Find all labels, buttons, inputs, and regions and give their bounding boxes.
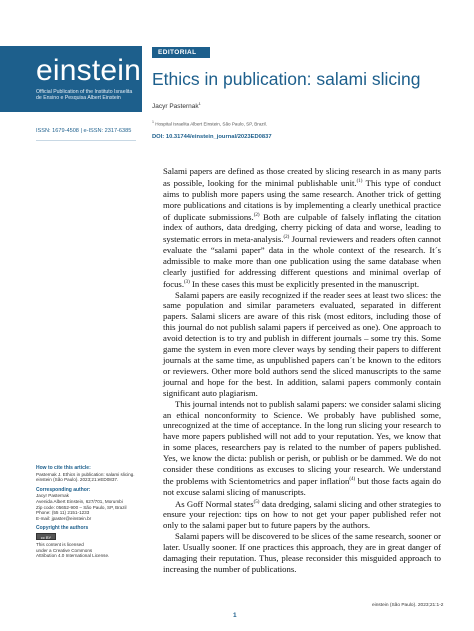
article-body [163,166,441,575]
affil-text: Hospital Israelita Albert Einstein, São Paulo, SP, Brazil. [153,121,267,127]
cite-heading: How to cite this article: [36,465,91,471]
license-line: under a Creative Commons [36,547,93,553]
corr-line: Avenida Albert Einstein, 627/701, Morumbi [36,498,123,504]
corr-line: Jacyr Pasternak [36,493,69,499]
body-paragraph [163,166,441,290]
author-affil-ref: 1 [198,101,201,106]
citation-ref[interactable]: (2) [283,235,290,241]
footer-citation: einstein (São Paulo). 2023;21:1-2 [372,603,444,608]
citation-ref[interactable]: (2) [253,212,260,218]
text-run: Journal reviewers and readers often cannot evaluate the “salami paper” data in the whole context of the research. It´s admissible to make more than one publication using the same database when clearly justified for addressing different questions and minimal overlap of focus. [163,234,441,289]
doi-link[interactable]: DOI: 10.31744/einstein_journal/2023ED0837 [152,134,272,140]
copyright-heading: Copyright the authors [36,525,89,532]
body-paragraph [163,498,441,532]
text-run: This journal intends not to publish salami papers: we consider salami slicing an ethical nonconformity to Science. We probably have published some, unrecognized at the time of acceptance. In the long run slicing your research to have more papers published will not add to your reputation. Yes, we know that in some places, researchers pay is related to the number of papers published. Yes, we know the dicta: publish or perish, or publish or be dammed. We do not consider these conditions as excuses to slicing your research. We understand the problems with Scientometrics and paper inflation [163,398,441,486]
corr-line: Zip code: 05652-900 – São Paulo, SP, Brazil [36,504,127,510]
citation-ref[interactable]: (3) [184,279,190,285]
text-run: This type of conduct aims to publish more papers using the same research. Another trick of getting more publications and citations is by implementing a clearly unethical practice of duplicate submissions. [163,177,441,222]
text-run: data dredging, salami slicing and other strategies to ensure your rejection: tips on how to not get your paper published refer not only to the salami paper but to future papers by the authors. [163,498,441,531]
citation-ref[interactable]: (4) [349,476,356,482]
body-paragraph [163,290,441,399]
text-run: As Goff Normal states [175,498,254,509]
affil-sup: 1 [152,120,154,124]
citation-ref[interactable]: (5) [253,499,260,505]
corr-line: Phone: (55 11) 2151-1233 [36,510,90,516]
body-paragraph [163,531,441,575]
text-run: Salami papers will be discovered to be slices of the same research, sooner or later. Usually sooner. If one practices this approach, they are in great danger of damaging their reputation. Thus, please reconsider this misguided approach to increasing the number of publications. [163,531,441,574]
how-to-cite-block [36,466,140,483]
text-run: Salami papers are defined as those created by slicing research in as many parts as possible, looking for the minimal publishable unit. [163,166,441,188]
journal-brand-block [0,46,142,112]
article-author [152,101,201,110]
journal-name: einstein [36,54,142,87]
citation-ref[interactable]: (1) [356,178,363,184]
license-line: Attribution 4.0 International License. [36,553,110,559]
journal-subtitle [36,89,142,101]
author-name: Jacyr Pasternak [152,103,199,111]
corresponding-author-block [36,488,140,522]
journal-sidebar [0,0,142,631]
article-title: Ethics in publication: salami slicing [152,69,421,89]
corr-email[interactable]: E-mail: jpaster@einstein.br [36,515,92,521]
body-paragraph [163,399,441,498]
side-notes [36,466,140,564]
text-run: In these cases this must be explicitly presented in the manuscript. [189,278,420,289]
journal-subtitle-line2: de Ensino e Pesquisa Albert Einstein [36,95,121,102]
sidebar-divider [36,140,136,141]
license-line: This content is licensed [36,541,84,547]
text-run: Salami papers are easily recognized if the reader sees at least two slices: the same population and similar parameters evaluated, separated in different papers. Salami slicers are aware of this risk (most editors, including those of this journal do not publish salami papers if perceived as one). One approach to avoid detection is to try and publish in different journals – some try this. Some game the system in even more clever ways by sending their papers to different journals at the same time, as unpublished papers can´t be known to the editors or reviewers. Other more bold authors send the sliced manuscripts to the same journal and hope for the best. In addition, salami papers commonly contain significant auto plagiarism. [163,289,441,398]
issn-line: ISSN: 1679-4508 | e-ISSN: 2317-6385 [36,128,132,134]
text-run: but those facts again do not excuse salami slicing of manuscripts. [163,475,442,497]
section-tag: EDITORIAL [152,47,210,58]
cc-by-license-icon[interactable]: cc BY [36,533,56,540]
journal-subtitle-line1: Official Publication of the Instituto Israelita [36,89,133,95]
page-number: 1 [233,612,237,619]
corr-heading: Corresponding author: [36,486,91,493]
affiliation [152,120,267,127]
cite-text: Pasternak J. Ethics in publication: salami slicing. einstein (São Paulo). 2023;21:eED0837. [36,471,135,483]
copyright-block [36,526,140,558]
text-run: Both are culpable of falsely inflating the citation index of authors, data dredging, cherry picking of data and worse, leading to systematic errors in meta-analysis. [163,211,441,245]
